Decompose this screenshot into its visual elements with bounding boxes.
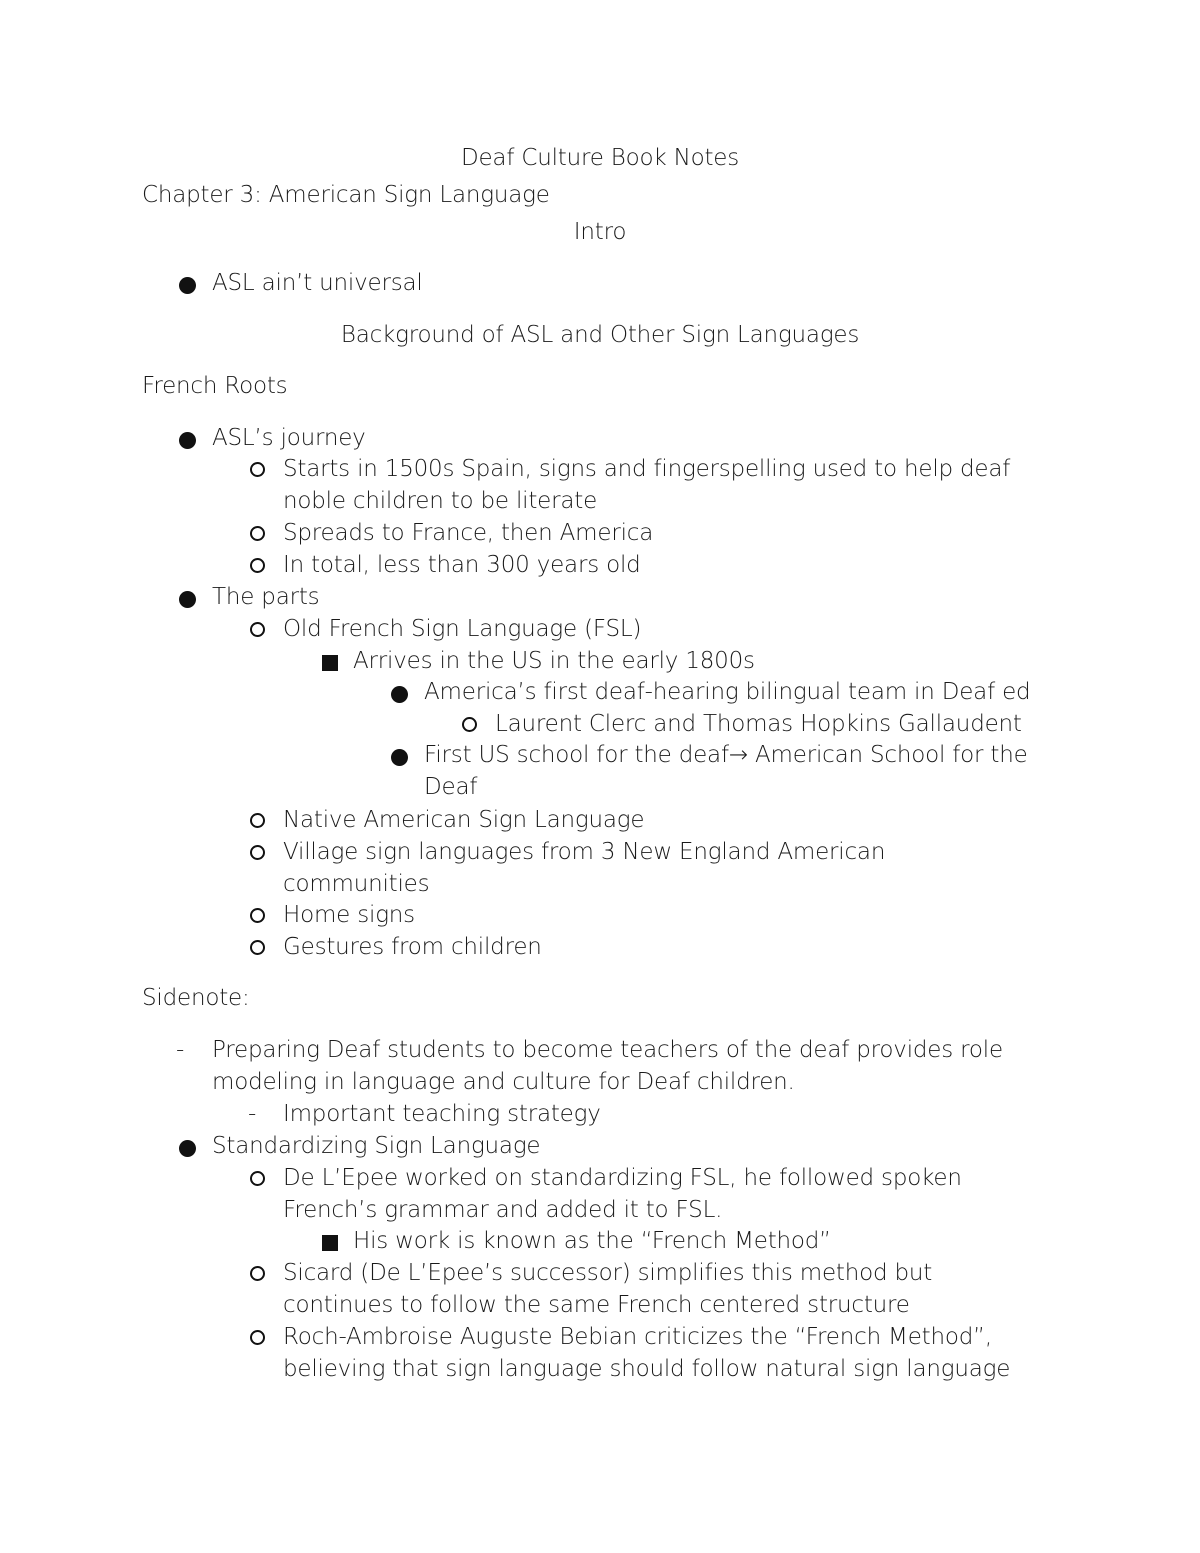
bullet-disc-icon — [179, 591, 196, 608]
bullet-circle-icon — [462, 717, 477, 732]
bullet-disc-icon — [391, 686, 408, 703]
list-item: De L’Epee worked on standardizing FSL, he followed spoken — [283, 1165, 962, 1191]
bullet-circle-icon — [250, 558, 265, 573]
list-item: Home signs — [283, 902, 415, 928]
list-item-continuation: noble children to be literate — [283, 488, 598, 514]
list-item: Roch-Ambroise Auguste Bebian criticizes the “French Method”, — [283, 1324, 992, 1350]
bullet-square-icon — [322, 1235, 338, 1251]
list-item-continuation: continues to follow the same French centered structure — [283, 1292, 910, 1318]
bullet-disc-icon — [391, 749, 408, 766]
bullet-circle-icon — [250, 908, 265, 923]
list-item: Village sign languages from 3 New England American — [283, 839, 886, 865]
bullet-disc-icon — [179, 1140, 196, 1157]
list-item: Native American Sign Language — [283, 807, 645, 833]
list-item-continuation: modeling in language and culture for Deaf children. — [212, 1069, 795, 1095]
bullet-circle-icon — [250, 813, 265, 828]
list-item: Preparing Deaf students to become teachers of the deaf provides role — [212, 1037, 1003, 1063]
dash-bullet-icon: - — [248, 1101, 257, 1127]
list-item: Sicard (De L’Epee’s successor) simplifies this method but — [283, 1260, 933, 1286]
bullet-circle-icon — [250, 462, 265, 477]
bullet-circle-icon — [250, 622, 265, 637]
list-item: Laurent Clerc and Thomas Hopkins Gallaudent — [495, 711, 1022, 737]
dash-bullet-icon: - — [176, 1037, 185, 1063]
list-item: Gestures from children — [283, 934, 542, 960]
list-item: Arrives in the US in the early 1800s — [353, 648, 755, 674]
asl-journey-label: ASL’s journey — [212, 425, 366, 451]
french-roots-heading: French Roots — [142, 373, 288, 399]
list-item: Old French Sign Language (FSL) — [283, 616, 642, 642]
section-background-heading: Background of ASL and Other Sign Languages — [340, 322, 860, 348]
section-intro-heading: Intro — [573, 219, 627, 245]
intro-bullet-text: ASL ain’t universal — [212, 270, 423, 296]
bullet-circle-icon — [250, 845, 265, 860]
list-item: His work is known as the “French Method” — [353, 1228, 831, 1254]
bullet-square-icon — [322, 655, 338, 671]
bullet-circle-icon — [250, 940, 265, 955]
list-item-continuation: Deaf — [424, 774, 478, 800]
document-title: Deaf Culture Book Notes — [460, 145, 740, 171]
sidenote-heading: Sidenote: — [142, 985, 250, 1011]
bullet-disc-icon — [179, 277, 196, 294]
the-parts-label: The parts — [212, 584, 320, 610]
list-item: Spreads to France, then America — [283, 520, 654, 546]
list-item: First US school for the deaf→ American School for the — [424, 742, 1028, 768]
chapter-heading: Chapter 3: American Sign Language — [142, 182, 550, 208]
standardizing-label: Standardizing Sign Language — [212, 1133, 541, 1159]
list-item: Starts in 1500s Spain, signs and fingerspelling used to help deaf — [283, 456, 1011, 482]
bullet-circle-icon — [250, 1266, 265, 1281]
list-item: In total, less than 300 years old — [283, 552, 641, 578]
list-item-continuation: believing that sign language should follow natural sign language — [283, 1356, 1011, 1382]
bullet-circle-icon — [250, 1171, 265, 1186]
list-item-continuation: communities — [283, 871, 430, 897]
bullet-disc-icon — [179, 432, 196, 449]
list-item: Important teaching strategy — [283, 1101, 601, 1127]
list-item-continuation: French’s grammar and added it to FSL. — [283, 1197, 723, 1223]
bullet-circle-icon — [250, 1330, 265, 1345]
list-item: America’s first deaf-hearing bilingual team in Deaf ed — [424, 679, 1031, 705]
bullet-circle-icon — [250, 526, 265, 541]
